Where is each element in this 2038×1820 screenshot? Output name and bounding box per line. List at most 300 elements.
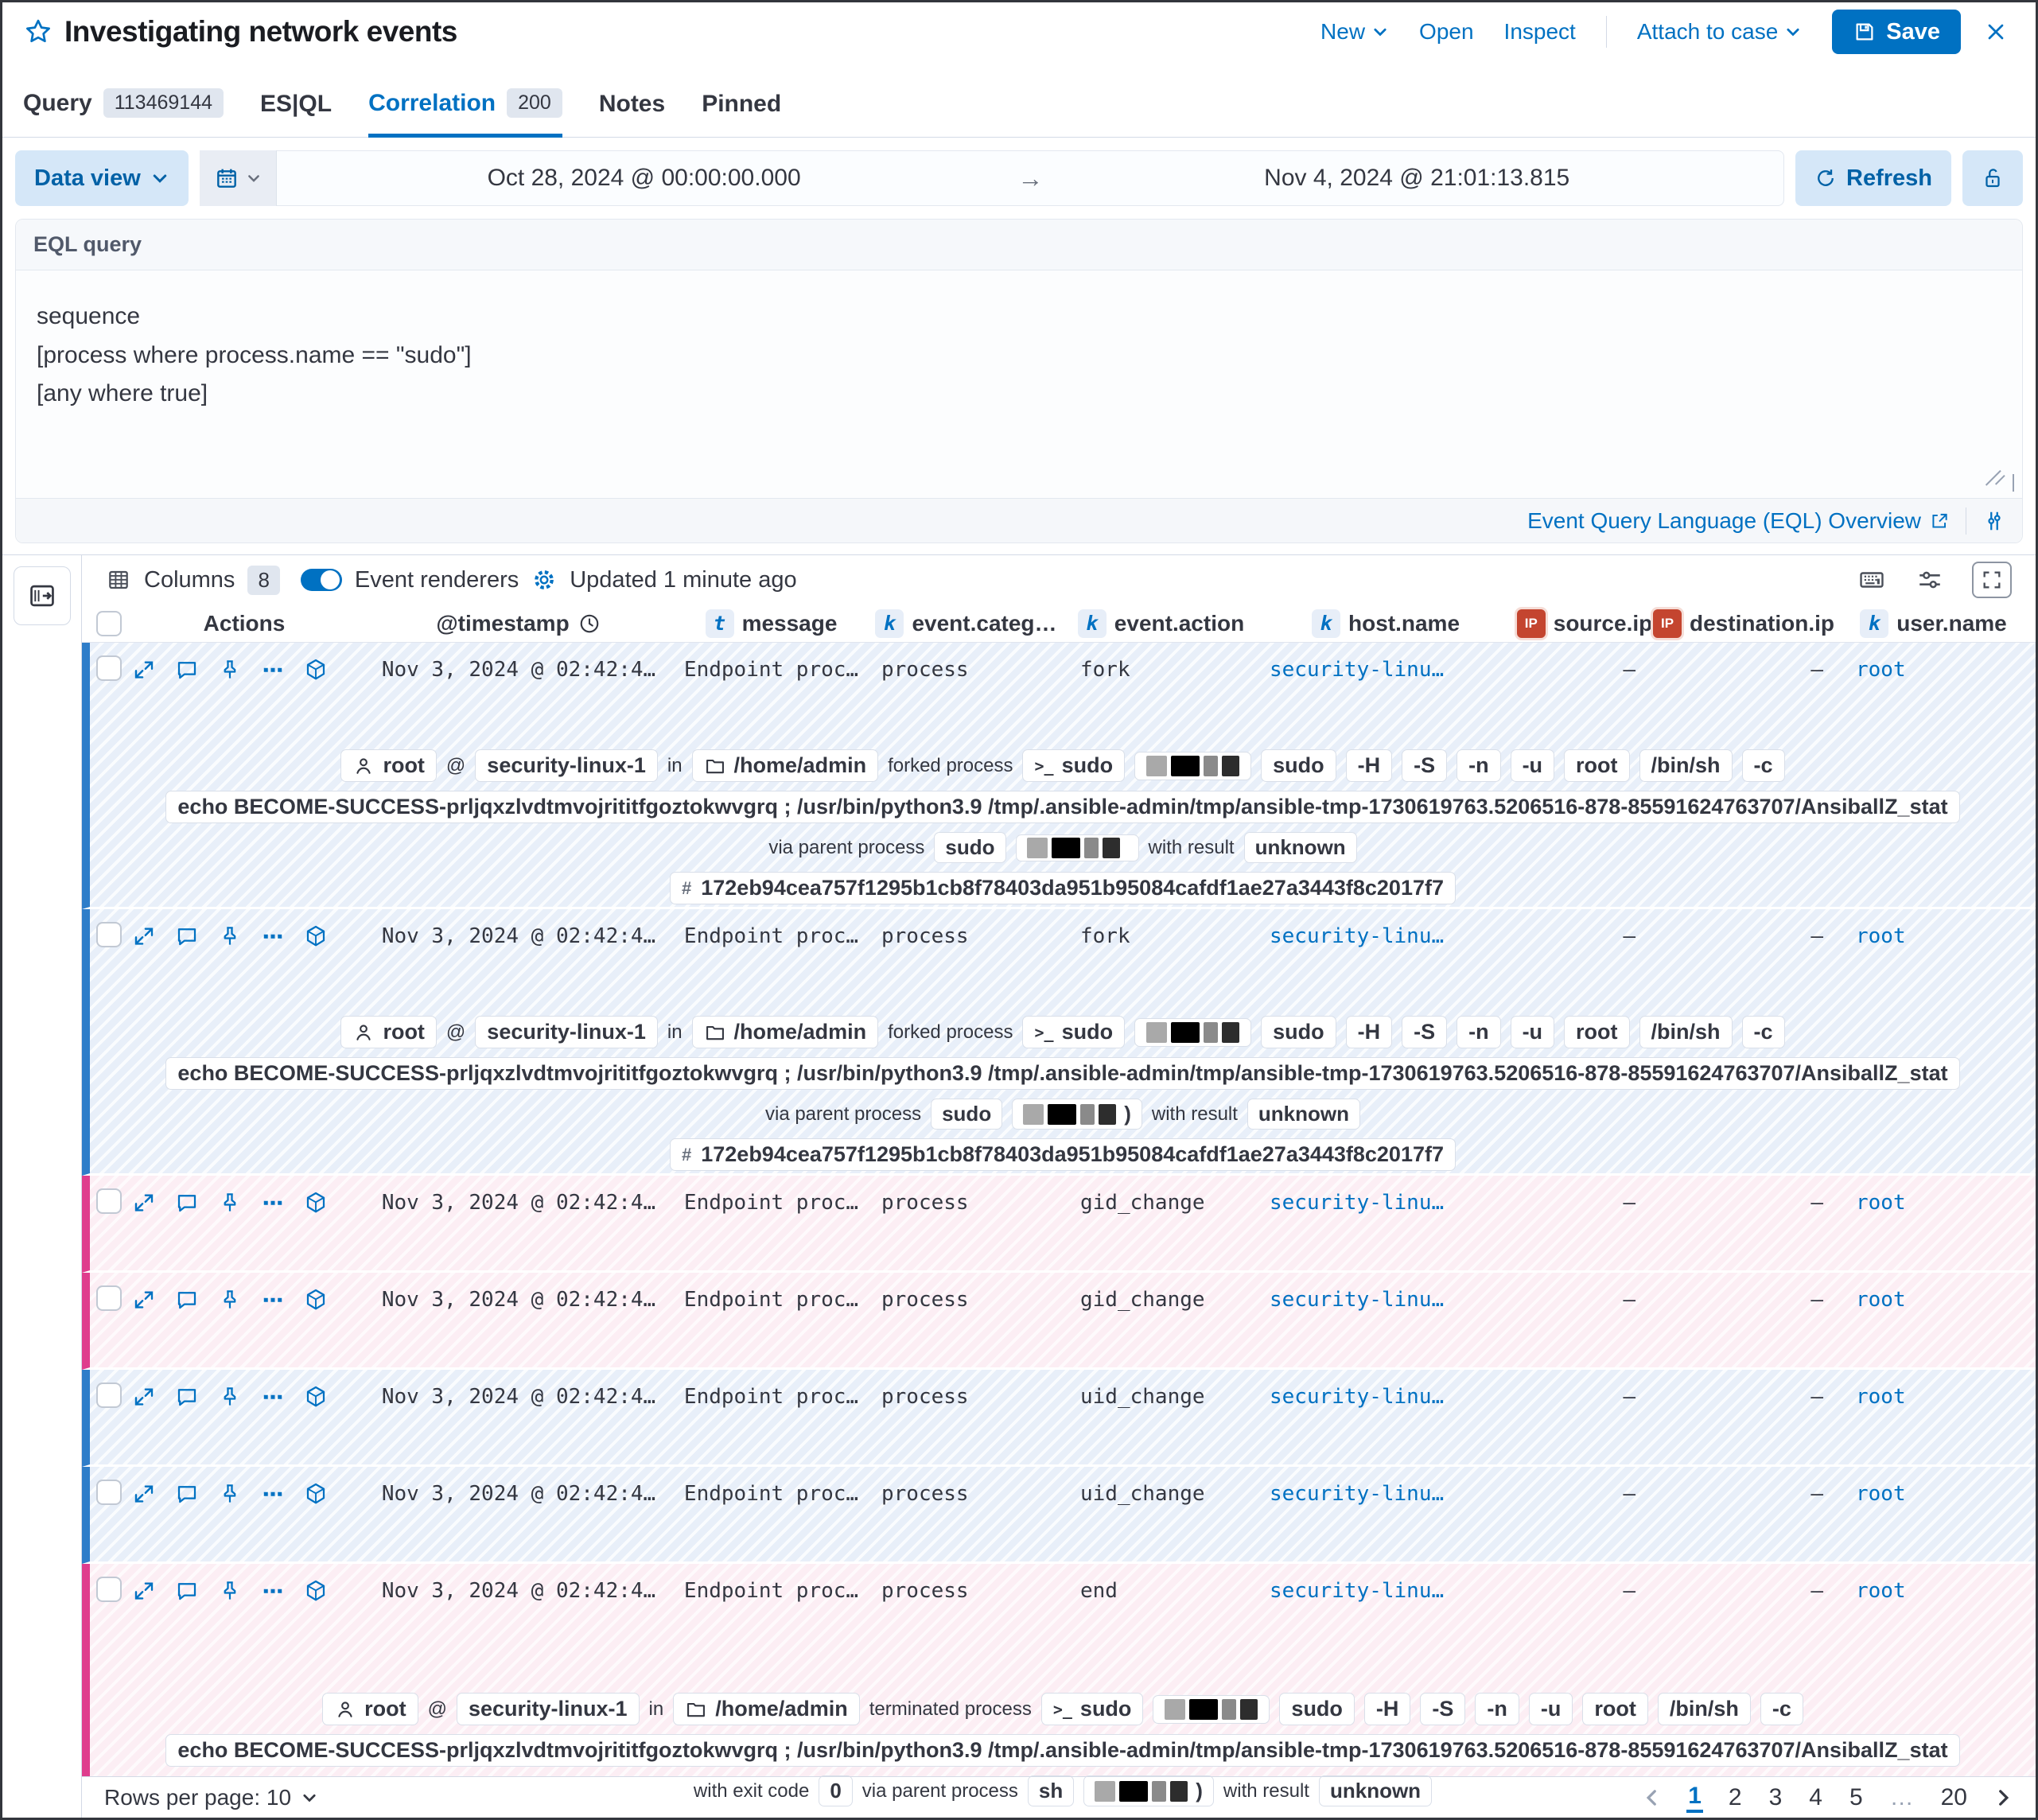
row-actions [125, 654, 364, 686]
grid-toolbar [82, 555, 2036, 605]
inspect-button[interactable] [1504, 19, 1576, 45]
via-parent-label: via parent process [861, 1779, 1018, 1802]
cell-host[interactable]: security-linu… [1270, 1385, 1445, 1409]
host-chip[interactable] [475, 1016, 658, 1048]
arg-chip[interactable] [1475, 1693, 1519, 1725]
expand-event-button[interactable] [128, 654, 160, 686]
query-toolbar [2, 138, 2036, 206]
pin-event-button[interactable] [214, 920, 246, 952]
cell-destination-ip: – [1810, 1385, 1823, 1409]
row-checkbox[interactable] [96, 1480, 122, 1505]
parent-args-redacted-chip[interactable] [1012, 1099, 1142, 1130]
user-chip[interactable] [322, 1693, 418, 1725]
keyword-field-icon: k [1078, 609, 1107, 638]
cell-category: process [881, 658, 969, 682]
row-actions [125, 1187, 364, 1219]
column-label: @timestamp [436, 610, 570, 636]
arg-chip-text: -c [1753, 753, 1773, 777]
working-directory-chip[interactable] [692, 749, 879, 782]
tab-label: Pinned [702, 91, 782, 117]
more-actions-button[interactable] [257, 920, 289, 952]
working-directory-chip[interactable] [673, 1693, 860, 1725]
eql-line: [process where process.name == "sudo"] [37, 341, 472, 368]
calendar-icon [214, 165, 239, 191]
arg-chip-text: sudo [1291, 1697, 1343, 1721]
arg-chip[interactable] [1402, 1016, 1447, 1048]
chevron-down-icon [246, 170, 262, 186]
arg-chip[interactable] [1364, 1693, 1411, 1725]
columns-count-badge: 8 [247, 566, 279, 595]
arg-chip[interactable] [1564, 1016, 1629, 1048]
process-args-redacted-chip[interactable] [1153, 1695, 1270, 1724]
unlock-icon[interactable] [1962, 150, 2023, 206]
close-icon[interactable] [1983, 16, 2015, 48]
column-header-message[interactable] [674, 609, 869, 638]
arg-chip[interactable] [1742, 749, 1785, 782]
table-row [82, 643, 2036, 909]
parent-args-redacted-chip[interactable] [1016, 834, 1139, 861]
comment-icon [175, 924, 199, 948]
with-result-label: with result [1223, 1779, 1309, 1802]
pin-event-button[interactable] [214, 1284, 246, 1316]
cell-user[interactable]: root [1856, 1385, 1906, 1409]
expand-event-button[interactable] [128, 1284, 160, 1316]
eql-query-input[interactable] [16, 270, 2022, 498]
display-options-icon[interactable] [1916, 566, 1943, 593]
add-note-button[interactable] [171, 1478, 203, 1510]
columns-icon[interactable] [106, 567, 131, 593]
arg-chip[interactable] [1529, 1693, 1573, 1725]
page-button[interactable]: 3 [1768, 1783, 1783, 1810]
cell-category: process [881, 1288, 969, 1312]
more-actions-button[interactable] [257, 1187, 289, 1219]
page-button[interactable]: 2 [1728, 1783, 1742, 1810]
data-view-button[interactable] [15, 150, 189, 206]
column-label: Actions [203, 610, 286, 636]
cell-source-ip: – [1623, 658, 1635, 682]
tab-esql[interactable] [260, 91, 332, 138]
event-renderers-toggle[interactable] [301, 569, 342, 591]
keyword-field-icon: k [875, 609, 904, 638]
arg-chip-text: /bin/sh [1651, 1020, 1721, 1044]
row-checkbox[interactable] [96, 1577, 122, 1602]
table-row [82, 1273, 2036, 1370]
arg-chip[interactable] [1279, 1693, 1355, 1725]
pin-icon [218, 658, 242, 682]
cell-user[interactable]: root [1856, 658, 1906, 682]
add-note-button[interactable] [171, 1187, 203, 1219]
working-directory-chip-icon [704, 755, 726, 777]
cell-source-ip: – [1623, 1385, 1635, 1409]
arg-chip[interactable] [1346, 1016, 1393, 1048]
pin-icon [218, 1482, 242, 1506]
cell-user[interactable]: root [1856, 1579, 1906, 1603]
cell-host[interactable]: security-linu… [1270, 924, 1445, 948]
analyze-event-button[interactable] [300, 654, 332, 686]
arg-chip[interactable] [1639, 1016, 1733, 1048]
process-verb-text: terminated process [869, 1698, 1032, 1720]
pin-icon [218, 1579, 242, 1603]
cell-message: Endpoint proc… [683, 1191, 859, 1215]
arg-chip-text: root [1576, 1020, 1618, 1044]
process-chip[interactable] [1022, 1016, 1125, 1048]
keyboard-shortcuts-icon[interactable] [1856, 566, 1888, 593]
row-checkbox[interactable] [96, 1382, 122, 1408]
command-chip[interactable] [165, 1057, 1959, 1090]
expand-icon [132, 658, 156, 682]
cell-source-ip: – [1623, 924, 1635, 948]
result-chip-text: unknown [1258, 1102, 1350, 1126]
new-timeline-button[interactable] [1320, 19, 1389, 45]
arg-chip[interactable] [1639, 749, 1733, 782]
select-all-checkbox[interactable] [96, 611, 122, 636]
renderer-command-line [165, 791, 1959, 823]
add-note-button[interactable] [171, 920, 203, 952]
pin-event-button[interactable] [214, 1575, 246, 1607]
arg-chip[interactable] [1457, 1016, 1500, 1048]
at-text: @ [427, 1698, 447, 1720]
eql-line: sequence [37, 303, 141, 329]
save-icon [1853, 20, 1877, 44]
cell-category: process [881, 924, 969, 948]
result-chip[interactable] [1244, 832, 1357, 863]
expand-event-button[interactable] [128, 1575, 160, 1607]
process-chip[interactable] [1041, 1693, 1144, 1725]
cell-action: gid_change [1080, 1191, 1205, 1215]
user-chip-text: root [383, 753, 425, 777]
command-chip-text: echo BECOME-SUCCESS-prljqxzlvdtmvojrititfgoztokwvgrq ; /usr/bin/python3.9 /tmp/.ansible-admin/tmp/ansible-tmp-1730619763.5206516-878-85591624763707/AnsiballZ_stat [177, 795, 1948, 819]
cell-user[interactable]: root [1856, 1288, 1906, 1312]
events-grid [82, 555, 2036, 1818]
tab-correlation[interactable] [368, 88, 562, 138]
event-renderer [90, 749, 2036, 904]
renderer-parent-line [765, 1099, 1360, 1130]
process-chip-text: sudo [1061, 1020, 1114, 1044]
favorite-star-icon[interactable] [23, 16, 55, 48]
pin-icon [218, 1191, 242, 1215]
chevron-down-icon [1371, 23, 1389, 41]
arg-chip-text: -c [1753, 1020, 1773, 1044]
process-chip-text: sudo [1061, 753, 1114, 777]
arg-chip[interactable] [1658, 1693, 1751, 1725]
row-checkbox[interactable] [96, 1188, 122, 1214]
redacted-value [1027, 838, 1120, 858]
redacted-value [1146, 756, 1239, 776]
comment-icon [175, 1191, 199, 1215]
add-note-button[interactable] [171, 654, 203, 686]
row-select-cell [90, 1285, 125, 1315]
refresh-label: Refresh [1846, 165, 1932, 191]
pin-event-button[interactable] [214, 1187, 246, 1219]
arg-chip[interactable] [1582, 1693, 1647, 1725]
arg-chip-text: /bin/sh [1651, 753, 1721, 777]
cell-host[interactable]: security-linu… [1270, 1482, 1445, 1506]
next-page-icon[interactable] [1993, 1787, 2013, 1808]
arg-chip-text: -n [1468, 1020, 1489, 1044]
tab-query[interactable] [23, 88, 224, 138]
page-button[interactable]: 1 [1686, 1783, 1703, 1813]
arg-chip[interactable] [1760, 1693, 1803, 1725]
arg-chip[interactable] [1261, 1016, 1336, 1048]
cell-user[interactable]: root [1856, 1191, 1906, 1215]
column-header-timestamp[interactable] [364, 611, 674, 636]
process-hash-chip[interactable] [670, 1138, 1456, 1171]
column-header-event-category[interactable] [869, 609, 1064, 638]
more-actions-button[interactable] [257, 1381, 289, 1413]
cell-destination-ip: – [1810, 924, 1823, 948]
more-actions-button[interactable] [257, 1478, 289, 1510]
at-text: @ [445, 754, 466, 776]
arg-chip[interactable] [1511, 1016, 1554, 1048]
renderer-summary [340, 749, 1784, 782]
parent-process-chip[interactable] [931, 1099, 1002, 1130]
analyzer-icon [303, 1287, 329, 1312]
arg-chip[interactable] [1261, 749, 1336, 782]
cell-host[interactable]: security-linu… [1270, 1288, 1445, 1312]
analyze-event-button[interactable] [300, 1478, 332, 1510]
row-fields [90, 1273, 2036, 1322]
columns-label[interactable]: Columns [144, 566, 235, 593]
pin-icon [218, 1385, 242, 1409]
column-header-source-ip[interactable] [1513, 609, 1656, 638]
tab-notes[interactable] [599, 91, 665, 138]
refresh-button[interactable] [1795, 150, 1951, 206]
row-select-cell [90, 1577, 125, 1606]
analyzer-icon [303, 1578, 329, 1604]
cell-action: end [1080, 1579, 1118, 1603]
cell-source-ip: – [1623, 1191, 1635, 1215]
tab-pinned[interactable] [702, 91, 781, 138]
row-select-cell [90, 922, 125, 951]
cell-source-ip: – [1623, 1288, 1635, 1312]
column-label: host.name [1348, 610, 1460, 636]
add-note-button[interactable] [171, 1284, 203, 1316]
result-chip[interactable] [1247, 1099, 1360, 1130]
working-directory-chip[interactable] [692, 1016, 879, 1048]
pin-event-button[interactable] [214, 654, 246, 686]
column-label: event.categ… [912, 610, 1057, 636]
arg-chip-text: -H [1375, 1697, 1399, 1721]
row-checkbox[interactable] [96, 1285, 122, 1311]
result-chip-text: unknown [1329, 1779, 1422, 1802]
arg-chip[interactable] [1564, 749, 1629, 782]
user-chip[interactable] [340, 749, 436, 782]
cell-category: process [881, 1482, 969, 1506]
renderer-summary [322, 1693, 1803, 1725]
tab-count-badge: 113469144 [103, 88, 224, 118]
column-header-event-action[interactable] [1064, 609, 1258, 638]
process-args-redacted-chip[interactable] [1134, 1018, 1251, 1047]
terminal-icon: >_ [1034, 756, 1054, 776]
page-button[interactable]: 20 [1940, 1783, 1967, 1810]
analyze-event-button[interactable] [300, 920, 332, 952]
pin-event-button[interactable] [214, 1381, 246, 1413]
more-actions-button[interactable] [257, 1575, 289, 1607]
command-chip-text: echo BECOME-SUCCESS-prljqxzlvdtmvojrititfgoztokwvgrq ; /usr/bin/python3.9 /tmp/.ansible-admin/tmp/ansible-tmp-1730619763.5206516-878-85591624763707/AnsiballZ_stat [177, 1738, 1948, 1762]
cell-host[interactable]: security-linu… [1270, 1191, 1445, 1215]
tab-label: Notes [598, 91, 666, 117]
expand-event-button[interactable] [128, 920, 160, 952]
row-actions [125, 920, 364, 952]
process-hash-chip[interactable] [670, 872, 1456, 904]
command-chip[interactable] [165, 1734, 1959, 1767]
cell-host[interactable]: security-linu… [1270, 658, 1445, 682]
expand-icon [132, 1482, 156, 1506]
column-header-destination-ip[interactable] [1656, 609, 1834, 638]
row-actions [125, 1381, 364, 1413]
cell-host[interactable]: security-linu… [1270, 1579, 1445, 1603]
open-flyout-button[interactable] [14, 566, 71, 625]
cell-action: uid_change [1080, 1482, 1205, 1506]
page-button[interactable]: 4 [1809, 1783, 1822, 1810]
expand-event-button[interactable] [128, 1187, 160, 1219]
attach-to-case-button[interactable] [1637, 19, 1802, 45]
chevron-down-icon [150, 169, 169, 188]
eql-footer [16, 498, 2022, 542]
column-header-user-name[interactable] [1831, 609, 2036, 638]
column-header-actions [125, 611, 364, 636]
resize-handle[interactable] [1997, 474, 2014, 492]
arg-chip[interactable] [1402, 749, 1447, 782]
host-chip[interactable] [475, 749, 658, 782]
page-button[interactable]: 5 [1849, 1783, 1863, 1810]
updated-status: Updated 1 minute ago [570, 566, 797, 593]
comment-icon [175, 1482, 199, 1506]
cell-timestamp: Nov 3, 2024 @ 02:42:4… [381, 1288, 656, 1312]
arg-chip-text: -n [1468, 753, 1489, 777]
rows-per-page-label: Rows per page: 10 [104, 1784, 292, 1810]
row-select-cell [90, 1188, 125, 1218]
events-section [2, 554, 2036, 1818]
tab-label: Query [23, 89, 92, 116]
event-renderers-label: Event renderers [354, 566, 519, 593]
with-result-label: with result [1151, 1102, 1238, 1125]
previous-page-icon[interactable] [1642, 1787, 1663, 1808]
process-chip[interactable] [1022, 749, 1125, 782]
analyze-event-button[interactable] [300, 1187, 332, 1219]
arg-chip[interactable] [1346, 749, 1393, 782]
left-rail [2, 555, 82, 1818]
text-field-icon: t [706, 609, 734, 638]
clock-icon [578, 612, 601, 636]
redacted-value [1023, 1104, 1116, 1125]
pin-event-button[interactable] [214, 1478, 246, 1510]
expand-icon [132, 1579, 156, 1603]
working-directory-chip-icon [704, 1021, 726, 1044]
analyzer-icon [303, 1384, 329, 1410]
arg-chip[interactable] [1742, 1016, 1785, 1048]
hash-icon: # [682, 877, 692, 898]
cell-action: uid_change [1080, 1385, 1205, 1409]
analyze-event-button[interactable] [300, 1575, 332, 1607]
table-row [82, 1176, 2036, 1273]
open-timeline-button[interactable] [1419, 19, 1474, 45]
eql-overview-link[interactable] [1527, 508, 1950, 534]
eql-settings-icon[interactable] [1982, 509, 2006, 533]
at-text: @ [445, 1021, 466, 1043]
start-date-field[interactable]: Oct 28, 2024 @ 00:00:00.000 [487, 165, 801, 191]
cell-timestamp: Nov 3, 2024 @ 02:42:4… [381, 1482, 656, 1506]
table-row [82, 1467, 2036, 1564]
grid-header-row [82, 605, 2036, 643]
arg-chip-text: -H [1357, 1020, 1381, 1044]
user-chip[interactable] [340, 1016, 436, 1048]
expand-icon [132, 924, 156, 948]
cell-user[interactable]: root [1856, 924, 1906, 948]
via-parent-label: via parent process [764, 1102, 922, 1125]
row-checkbox[interactable] [96, 655, 122, 681]
command-chip[interactable] [165, 791, 1959, 823]
host-chip-text: security-linux-1 [468, 1697, 628, 1721]
more-actions-button[interactable] [257, 654, 289, 686]
arg-chip-text: -H [1357, 753, 1381, 777]
ip-field-icon: IP [1653, 609, 1682, 638]
cell-timestamp: Nov 3, 2024 @ 02:42:4… [381, 1385, 656, 1409]
expand-icon [132, 1385, 156, 1409]
gear-icon[interactable] [531, 567, 557, 593]
process-verb-text: forked process [888, 1021, 1013, 1043]
open-label: Open [1419, 19, 1474, 44]
arg-chip-text: -S [1432, 1697, 1454, 1721]
expand-event-button[interactable] [128, 1381, 160, 1413]
more-icon [261, 1288, 285, 1312]
quick-ranges-button[interactable] [200, 150, 277, 206]
external-link-icon [1929, 511, 1950, 531]
eql-query-panel [15, 219, 2023, 543]
tab-count-badge: 200 [507, 88, 562, 118]
tab-label: Correlation [368, 89, 496, 116]
row-select-cell [90, 655, 125, 685]
parent-process-chip[interactable] [934, 832, 1005, 863]
add-note-button[interactable] [171, 1575, 203, 1607]
end-date-field[interactable]: Nov 4, 2024 @ 21:01:13.815 [1264, 165, 1570, 191]
arg-chip[interactable] [1457, 749, 1500, 782]
exit-code-label: with exit code [693, 1779, 810, 1802]
expand-event-button[interactable] [128, 1478, 160, 1510]
working-directory-chip-icon [685, 1698, 707, 1721]
arg-chip-text: /bin/sh [1669, 1697, 1739, 1721]
ip-field-icon: IP [1517, 609, 1546, 638]
cell-user[interactable]: root [1856, 1482, 1906, 1506]
rows-per-page-button[interactable] [104, 1785, 318, 1810]
more-actions-button[interactable] [257, 1284, 289, 1316]
save-label: Save [1886, 18, 1940, 45]
host-chip[interactable] [457, 1693, 640, 1725]
divider [1606, 16, 1607, 48]
cell-message: Endpoint proc… [683, 1385, 859, 1409]
analyze-event-button[interactable] [300, 1284, 332, 1316]
save-button[interactable] [1832, 10, 1961, 54]
cell-source-ip: – [1623, 1482, 1635, 1506]
renderer-parent-line [768, 832, 1356, 863]
row-fields [90, 1467, 2036, 1516]
column-header-host-name[interactable] [1258, 609, 1513, 638]
analyze-event-button[interactable] [300, 1381, 332, 1413]
cell-action: gid_change [1080, 1288, 1205, 1312]
row-fields [90, 1370, 2036, 1419]
arg-chip[interactable] [1420, 1693, 1465, 1725]
row-checkbox[interactable] [96, 922, 122, 947]
fullscreen-icon[interactable] [1972, 562, 2012, 598]
process-args-redacted-chip[interactable] [1134, 752, 1251, 780]
hash-icon: # [682, 1144, 692, 1165]
more-icon [261, 1482, 285, 1506]
column-label: source.ip [1553, 610, 1653, 636]
add-note-button[interactable] [171, 1381, 203, 1413]
user-chip-icon [352, 755, 375, 777]
in-text: in [667, 754, 683, 776]
arg-chip[interactable] [1511, 749, 1554, 782]
